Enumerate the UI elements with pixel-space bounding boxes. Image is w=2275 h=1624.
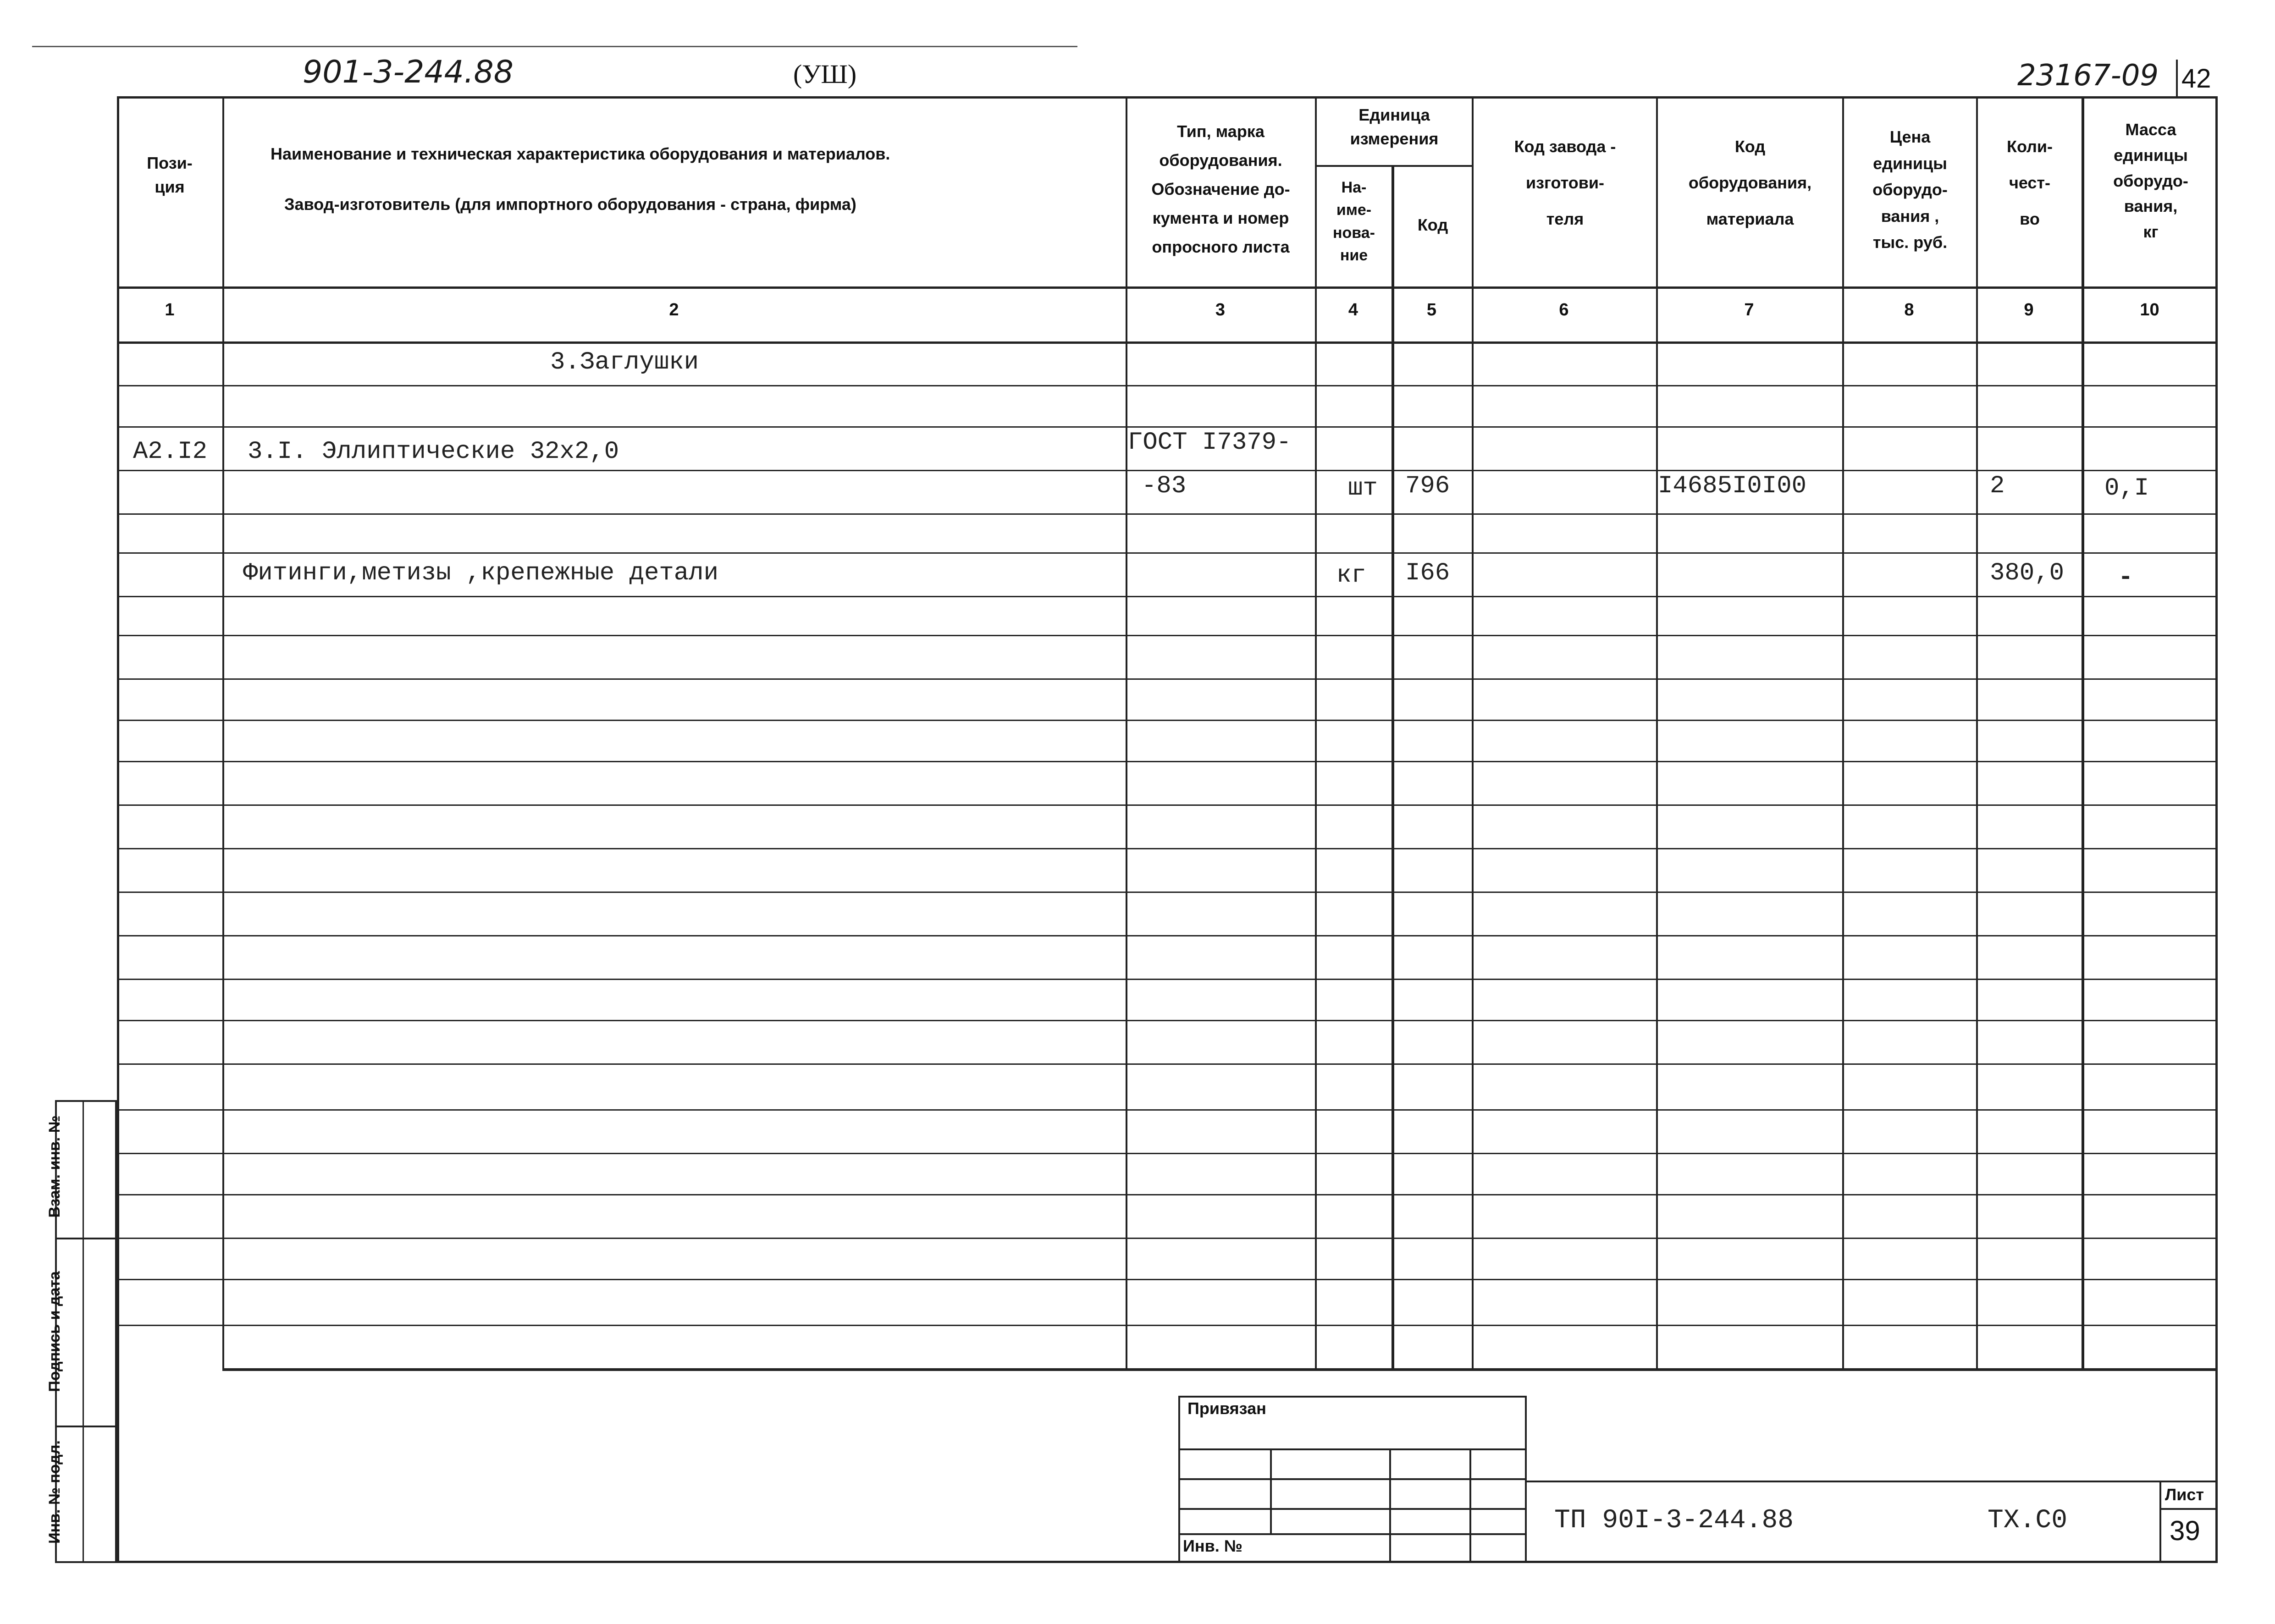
col-line-1 xyxy=(222,96,224,1371)
col-line-4 xyxy=(1392,165,1394,1371)
bound-line-1 xyxy=(1178,1448,1527,1450)
bound-line-3 xyxy=(1178,1508,1527,1510)
column-number-line xyxy=(117,341,2218,344)
header-unit-name: На- име- нова- ние xyxy=(1333,179,1375,264)
sheet-label-line xyxy=(2159,1508,2218,1510)
title-block-top xyxy=(1527,1481,2218,1482)
col-line-9 xyxy=(2082,96,2084,1371)
side-label-inv-original: Инв. № подл. xyxy=(46,1440,63,1544)
row-unit: шт xyxy=(1348,474,1378,502)
row-line xyxy=(117,635,2218,636)
row-name: Фитинги,метизы ,крепежные детали xyxy=(243,559,718,587)
sheet-corner-number: 42 xyxy=(2181,64,2211,94)
col-number-9: 9 xyxy=(2024,300,2034,319)
row-line xyxy=(117,1194,2218,1195)
row-line xyxy=(117,1279,2218,1280)
corner-divider xyxy=(2176,60,2178,96)
row-line xyxy=(117,1325,2218,1326)
col-line-2 xyxy=(1126,96,1127,1371)
row-unit-code: 796 xyxy=(1405,472,1450,500)
side-label-inv-replace: Взам. инв. № xyxy=(46,1115,63,1218)
col-number-7: 7 xyxy=(1744,300,1754,319)
row-line xyxy=(117,804,2218,806)
row-line xyxy=(117,892,2218,893)
row-name: 3.I. Эллиптические 32x2,0 xyxy=(248,438,619,466)
handwritten-project-number: 901-3-244.88 xyxy=(303,54,514,90)
bound-vline-3 xyxy=(1469,1448,1471,1563)
row-line xyxy=(117,979,2218,980)
sheet-divider xyxy=(2159,1481,2161,1563)
col-line-6 xyxy=(1656,96,1658,1371)
col-line-3 xyxy=(1315,96,1317,1371)
bracket-mark: (УШ) xyxy=(793,59,857,89)
header-type: Тип, марка оборудования. Обозначение до- кумента и номер опросного листа xyxy=(1151,122,1290,256)
stamp-project: ТП 90I-3-244.88 xyxy=(1554,1506,1794,1536)
header-name-line1: Наименование и техническая характеристика оборудования и материалов. xyxy=(271,144,890,163)
header-quantity: Коли- чест- во xyxy=(2006,137,2053,229)
col-line-7 xyxy=(1842,96,1844,1371)
table-body-bottom xyxy=(222,1368,2218,1371)
bound-line-4 xyxy=(1178,1533,1527,1535)
bound-label: Привязан xyxy=(1187,1399,1266,1418)
header-bottom-line xyxy=(117,286,2218,289)
bound-vline-2 xyxy=(1389,1448,1391,1563)
row-type: ГОСТ I7379- xyxy=(1128,429,1292,457)
row-unit-code: I66 xyxy=(1405,559,1450,587)
stamp-code: ТХ.С0 xyxy=(1988,1506,2068,1536)
row-line xyxy=(117,1153,2218,1154)
row-unit: кг xyxy=(1336,562,1366,589)
header-equipment-code: Код оборудования, материала xyxy=(1688,137,1812,229)
side-divider-2 xyxy=(55,1426,117,1427)
col-number-10: 10 xyxy=(2140,300,2159,319)
bound-vline-1 xyxy=(1270,1448,1272,1533)
col-number-3: 3 xyxy=(1215,300,1226,319)
row-line xyxy=(117,1109,2218,1111)
header-unit-code: Код xyxy=(1417,215,1448,234)
top-rule xyxy=(32,46,1077,47)
row-line xyxy=(117,678,2218,680)
header-factory-code: Код завода - изготови- теля xyxy=(1514,137,1616,229)
row-line xyxy=(117,1020,2218,1021)
side-label-sign-date: Подпись и дата xyxy=(46,1271,63,1392)
sheet-label: Лист xyxy=(2165,1485,2204,1504)
header-price: Цена единицы оборудо- вания , тыс. руб. xyxy=(1872,127,1948,252)
row-line xyxy=(117,1238,2218,1239)
header-name-line2: Завод-изготовитель (для импортного оборудования - страна, фирма) xyxy=(284,195,856,214)
col-number-6: 6 xyxy=(1559,300,1569,319)
col-number-1: 1 xyxy=(165,300,175,319)
col-line-5 xyxy=(1472,96,1474,1371)
section-title: 3.Заглушки xyxy=(550,348,699,376)
row-position: А2.I2 xyxy=(133,438,208,466)
header-mass: Масса единицы оборудо- вания, кг xyxy=(2113,120,2188,242)
row-line xyxy=(117,761,2218,762)
col-number-2: 2 xyxy=(669,300,679,319)
row-line xyxy=(117,848,2218,849)
row-equipment-code: I4685I0I00 xyxy=(1658,472,1807,500)
header-unit-group: Единица измерения xyxy=(1350,105,1439,149)
row-line xyxy=(117,720,2218,721)
row-line xyxy=(117,552,2218,554)
inv-no-label: Инв. № xyxy=(1183,1536,1242,1555)
row-quantity: 380,0 xyxy=(1990,559,2065,587)
header-position: Пози- ция xyxy=(147,154,193,197)
col-number-8: 8 xyxy=(1904,300,1914,319)
side-inner-line xyxy=(83,1100,84,1563)
col-number-4: 4 xyxy=(1348,300,1358,319)
row-line xyxy=(117,1063,2218,1065)
row-line xyxy=(117,426,2218,428)
sheet-number: 39 xyxy=(2170,1515,2200,1546)
col-number-5: 5 xyxy=(1426,300,1437,319)
row-mass: - xyxy=(2118,564,2133,592)
row-quantity: 2 xyxy=(1990,472,2005,500)
handwritten-doc-number: 23167-09 xyxy=(2017,59,2159,93)
col-line-8 xyxy=(1976,96,1978,1371)
row-line xyxy=(117,513,2218,515)
row-mass: 0,I xyxy=(2104,474,2149,502)
row-line xyxy=(117,470,2218,471)
row-line xyxy=(117,596,2218,597)
row-line xyxy=(117,385,2218,386)
side-divider-1 xyxy=(55,1238,117,1239)
row-type-cont: -83 xyxy=(1142,472,1187,500)
bound-line-2 xyxy=(1178,1478,1527,1480)
row-line xyxy=(117,935,2218,936)
